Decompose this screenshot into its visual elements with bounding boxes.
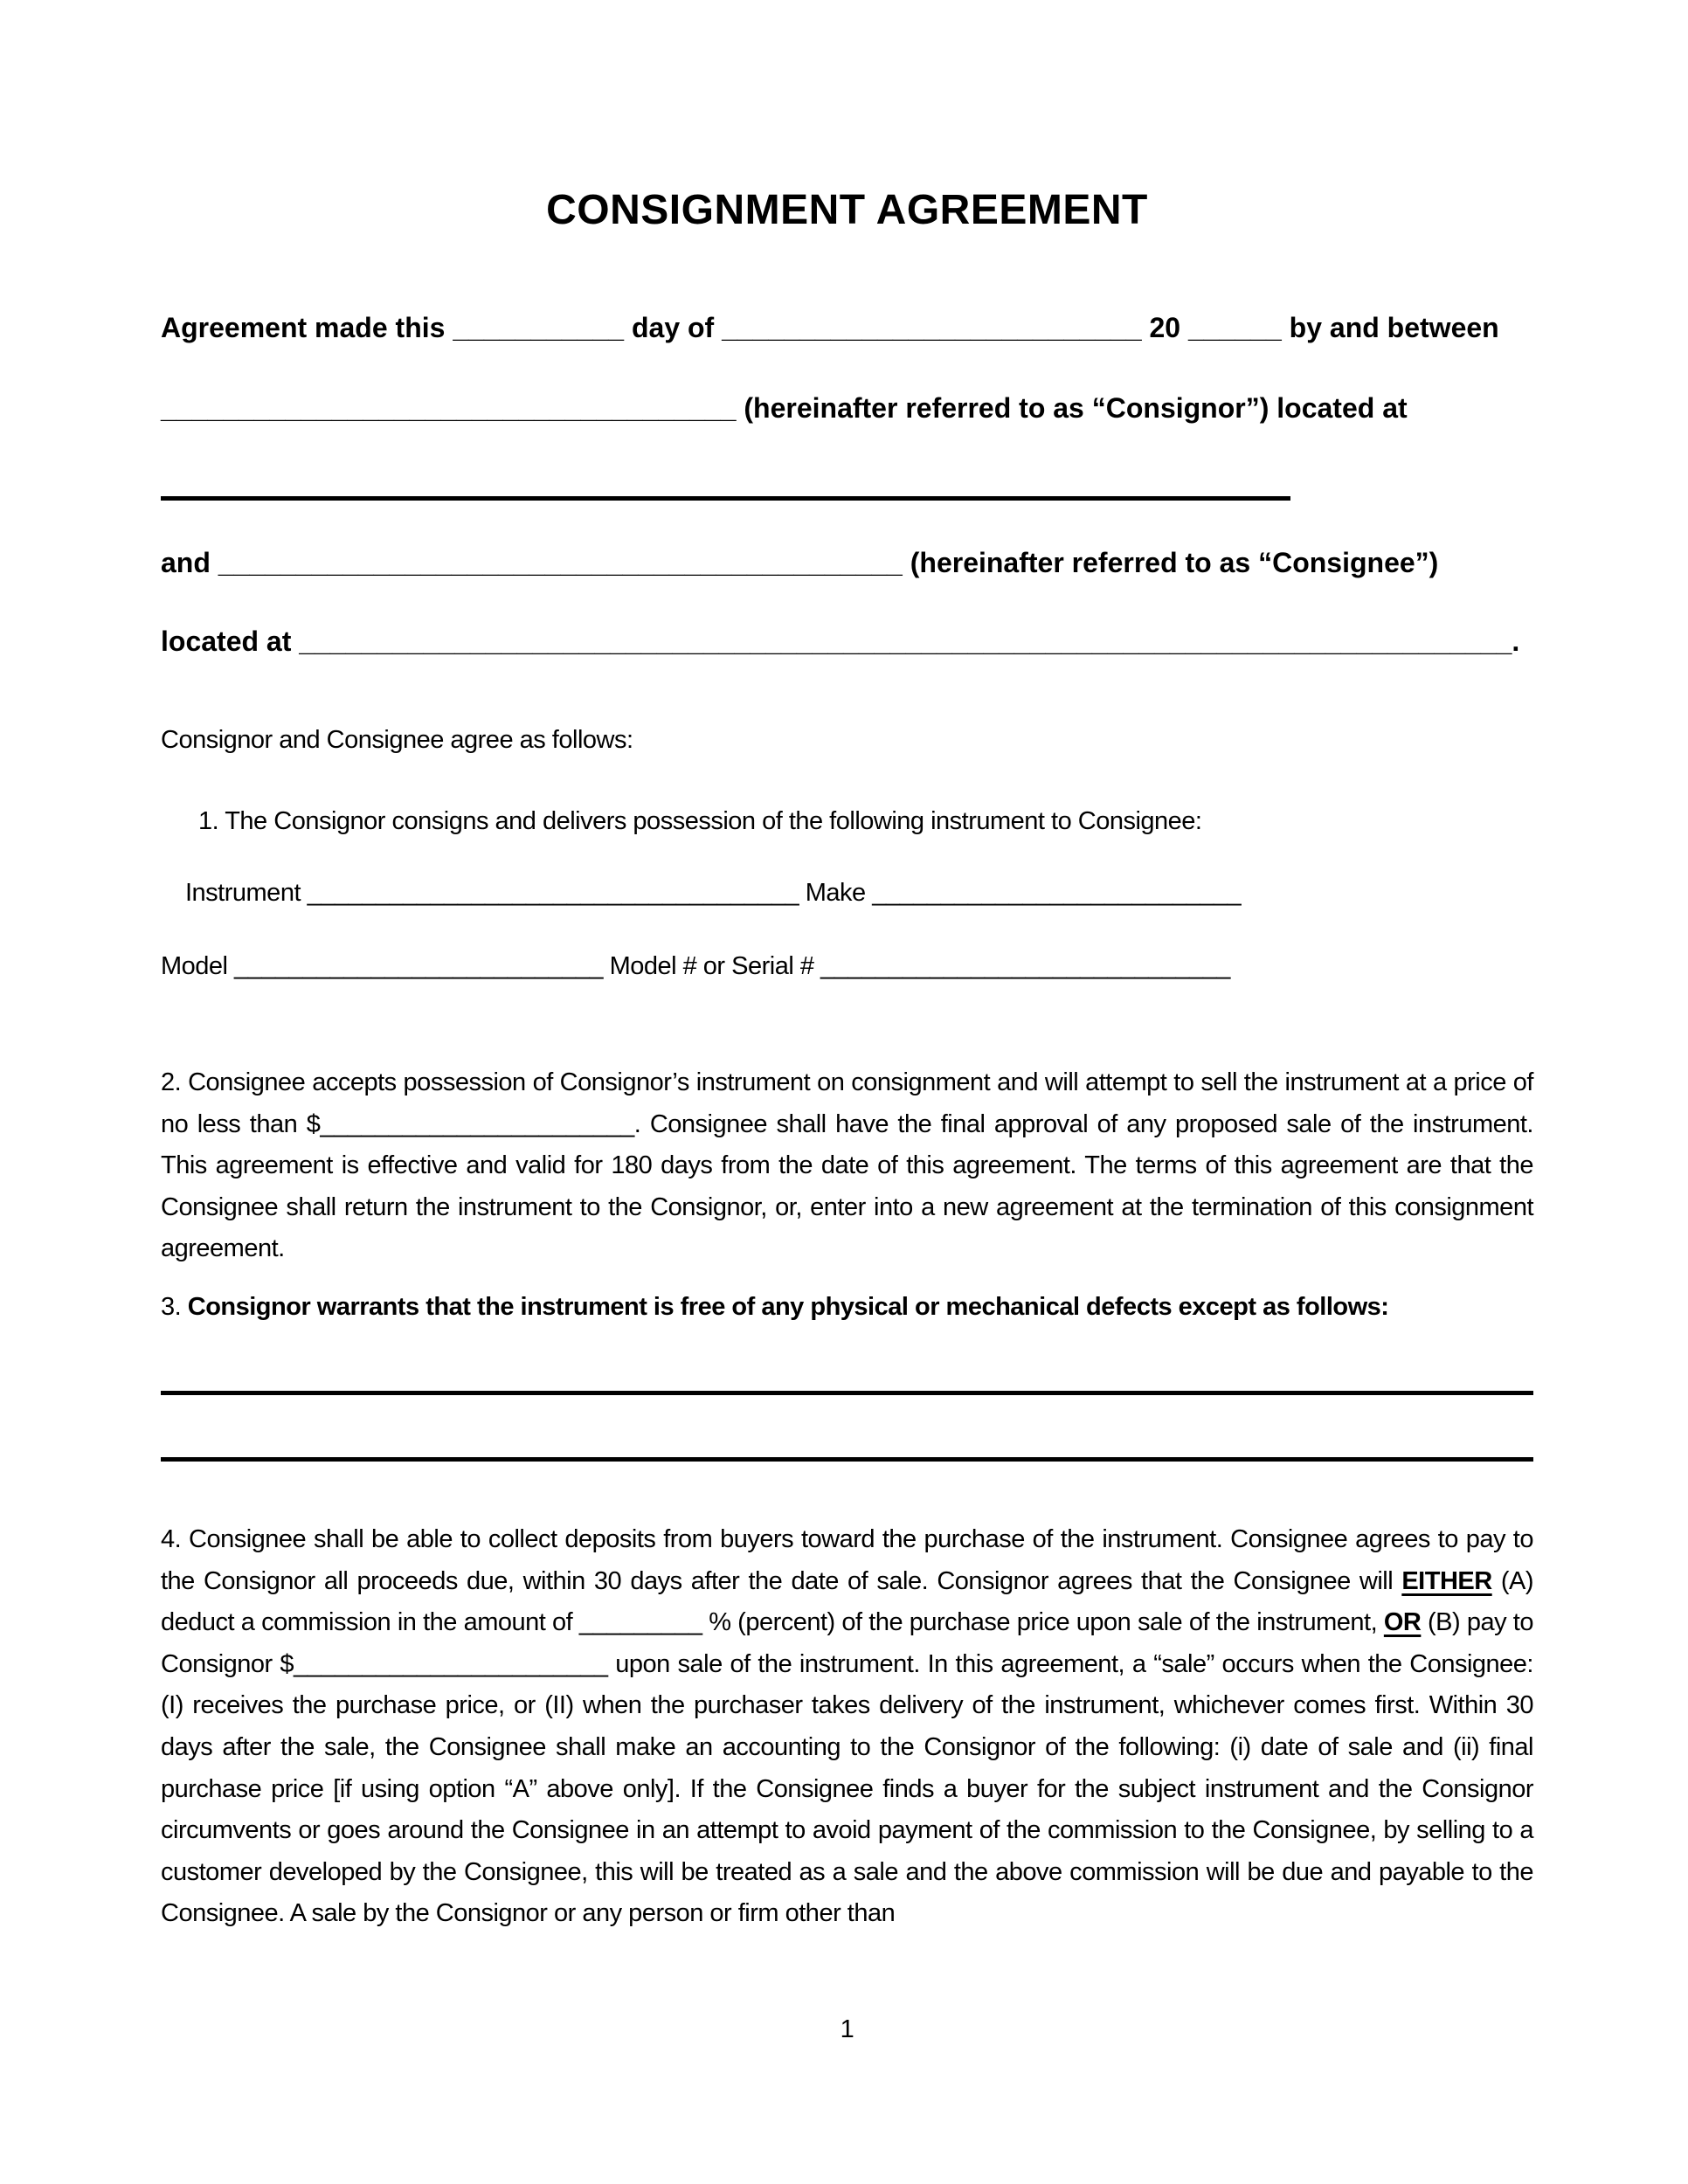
intro-text: and: [161, 547, 218, 578]
make-blank: ___________________________: [872, 879, 1242, 907]
intro-text: by and between: [1281, 312, 1499, 343]
intro-text: Agreement made this: [161, 312, 453, 343]
clause-1-text: 1. The Consignor consigns and delivers possession of the following instrument to Consignee:: [198, 807, 1202, 835]
intro-line-consignor: [161, 394, 1408, 422]
intro-line-date: [161, 314, 1499, 342]
either-emphasis: EITHER: [1401, 1566, 1492, 1595]
intro-text: 20: [1141, 312, 1188, 343]
day-blank: ___________: [453, 312, 625, 343]
clause-2-text: 2. Consignee accepts possession of Consignor’s instrument on consignment and will attempt to sell the instrument at a price of no less than $_______________________. Consignee shall have the final approval of any proposed sale of the instrument. This agreement is effective and valid for 180 days from the date of this agreement. The terms of this agreement are that the Consignee shall return the instrument to the Consignor, or, enter into a new agreement at the termination of this consignment agreement.: [161, 1068, 1533, 1263]
intro-line-consignee-address: [161, 627, 1519, 655]
model-serial-row: [161, 953, 1230, 979]
intro-line-consignee: [161, 549, 1438, 577]
intro-text: .: [1512, 625, 1520, 657]
clause-4-part-3: (B) pay to Consignor $_______________________ upon sale of the instrument. In this agreement, a “sale” occurs when the Consignee: (I) receives the purchase price, or (II) when the purchaser takes delivery of the instrument, whichever comes first. Within 30 days after the sale, the Consignee shall make an accounting to the Consignor of the following: (i) date of sale and (ii) final purchase price [if using option “A” above only]. If the Consignee finds a buyer for the subject instrument and the Consignor circumvents or goes around the Consignee in an attempt to avoid payment of the commission to the Consignee, by selling to a customer developed by the Consignee, this will be treated as a sale and the above commission will be due and payable to the Consignee. A sale by the Consignor or any person or firm other than: [161, 1608, 1533, 1928]
serial-blank: ______________________________: [820, 952, 1230, 980]
clause-3-text: [161, 1294, 1388, 1320]
clause-3-warranty-text: Consignor warrants that the instrument is free of any physical or mechanical defects except as follows:: [187, 1293, 1389, 1321]
page-number: 1: [840, 2015, 854, 2043]
model-blank: ___________________________: [234, 952, 604, 980]
consignor-name-blank: _____________________________________: [161, 392, 737, 424]
intro-text: (hereinafter referred to as “Consignor”) located at: [736, 392, 1408, 424]
month-blank: ___________________________: [722, 312, 1142, 343]
clause-4-part-1: 4. Consignee shall be able to collect deposits from buyers toward the purchase of the instrument. Consignee agrees to pay to the Consignor all proceeds due, within 30 days after the date of sale. Consignor agrees that the Consignee will: [161, 1525, 1533, 1595]
serial-label: Model # or Serial #: [603, 952, 821, 980]
clause-3-number: 3.: [161, 1293, 188, 1321]
model-label: Model: [161, 952, 235, 980]
intro-text: day of: [624, 312, 723, 343]
defects-blank-line-2: [161, 1457, 1533, 1462]
consignor-address-blank-line: [161, 496, 1290, 501]
instrument-make-row: [185, 880, 1241, 906]
agreement-lead-in: Consignor and Consignee agree as follows:: [161, 726, 633, 754]
consignee-name-blank: ____________________________________________: [218, 547, 903, 578]
document-title: CONSIGNMENT AGREEMENT: [546, 187, 1148, 233]
or-emphasis: OR: [1383, 1608, 1422, 1637]
instrument-blank: ____________________________________: [307, 879, 799, 907]
intro-text: located at: [161, 625, 300, 657]
clause-4-text: [161, 1519, 1533, 1935]
intro-text: (hereinafter referred to as “Consignee”): [902, 547, 1439, 578]
defects-blank-line-1: [161, 1391, 1533, 1395]
make-label: Make: [799, 879, 873, 907]
clause-4-part-2: (A) deduct a commission in the amount of _________ % (percent) of the purchase price upon sale of the instrument,: [161, 1566, 1533, 1637]
instrument-label: Instrument: [185, 879, 308, 907]
consignee-address-blank: ______________________________________________________________________________: [299, 625, 1512, 657]
year-blank: ______: [1187, 312, 1282, 343]
